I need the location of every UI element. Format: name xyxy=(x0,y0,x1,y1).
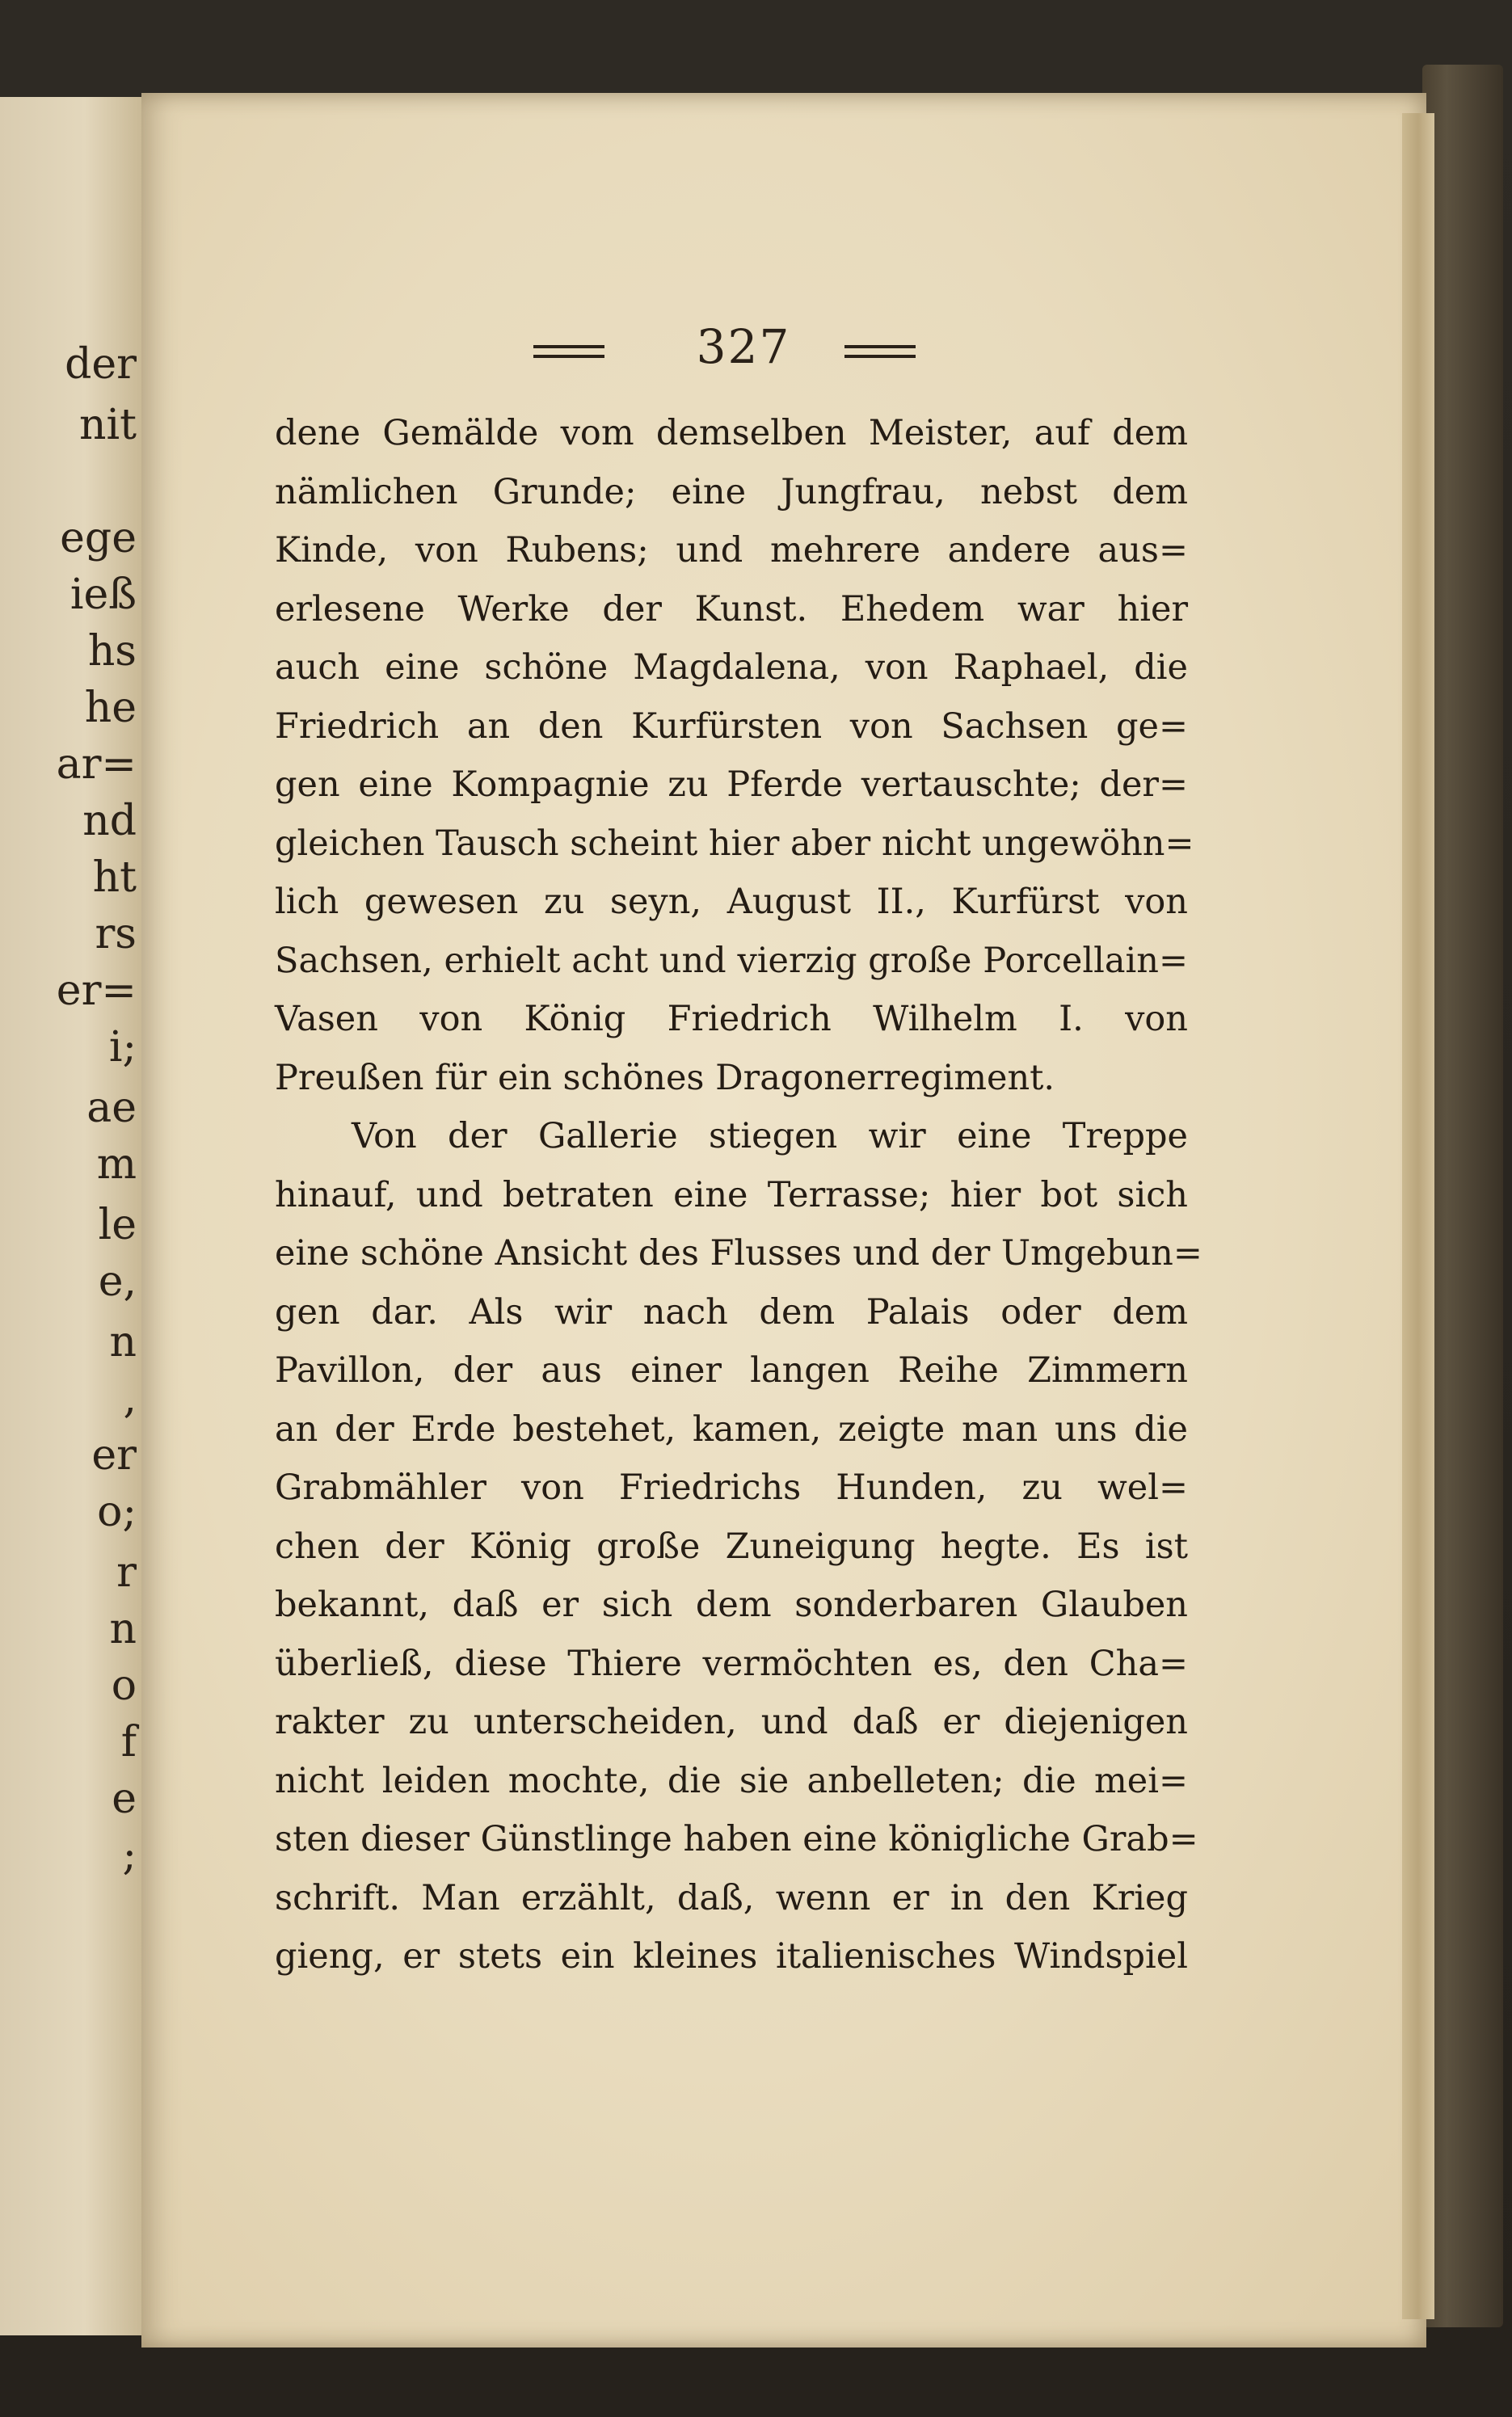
left-page-fragment: n xyxy=(109,1318,137,1366)
left-page-fragment: nit xyxy=(78,401,137,449)
text-line: Vasen von König Friedrich Wilhelm I. von xyxy=(275,999,1188,1039)
left-page-fragment: , xyxy=(123,1375,137,1423)
text-line: nämlichen Grunde; eine Jungfrau, nebst dem xyxy=(275,471,1188,512)
left-page-fragment: o xyxy=(111,1661,137,1710)
text-line: chen der König große Zuneigung hegte. Es ist xyxy=(275,1526,1188,1567)
left-page-fragment: ae xyxy=(86,1084,137,1132)
left-page-fragment: hs xyxy=(87,627,137,676)
left-page-fragment: rs xyxy=(95,910,137,958)
left-page-fragment: ht xyxy=(92,853,137,902)
left-page-fragment: i; xyxy=(108,1023,137,1072)
left-page-fragment: ieß xyxy=(69,571,137,619)
text-line: Von der Gallerie stiegen wir eine Treppe xyxy=(352,1116,1188,1156)
left-page-fragment: er xyxy=(91,1431,137,1480)
text-line: erlesene Werke der Kunst. Ehedem war hier xyxy=(275,588,1188,630)
text-line: Kinde, von Rubens; und mehrere andere aus= xyxy=(275,530,1188,571)
left-page-fragment: he xyxy=(84,684,137,732)
text-line: Grabmähler von Friedrichs Hunden, zu wel= xyxy=(275,1467,1188,1508)
left-page-fragment: e, xyxy=(98,1257,137,1306)
text-line: hinauf, und betraten eine Terrasse; hier bot sich xyxy=(275,1174,1188,1215)
text-line: gieng, er stets ein kleines italienisches Windspiel xyxy=(275,1936,1188,1977)
text-line: Friedrich an den Kurfürsten von Sachsen ge= xyxy=(275,705,1188,747)
page-header xyxy=(533,319,913,384)
text-line: überließ, diese Thiere vermöchten es, den Cha= xyxy=(275,1643,1188,1684)
left-page-fragment: le xyxy=(98,1201,137,1249)
text-line: nicht leiden mochte, die sie anbelleten; die mei= xyxy=(275,1760,1188,1801)
text-line: an der Erde bestehet, kamen, zeigte man uns die xyxy=(275,1409,1188,1450)
text-line: bekannt, daß er sich dem sonderbaren Glauben xyxy=(275,1585,1188,1625)
left-page-fragment: r xyxy=(116,1548,137,1597)
text-line: auch eine schöne Magdalena, von Raphael, die xyxy=(275,647,1188,688)
left-page-fragment: ar= xyxy=(56,740,137,789)
left-page-fragment: n xyxy=(109,1605,137,1653)
text-line: gleichen Tausch scheint hier aber nicht ungewöhn= xyxy=(275,823,1194,864)
text-line: schrift. Man erzählt, daß, wenn er in den Krieg xyxy=(275,1877,1188,1918)
text-line: Pavillon, der aus einer langen Reihe Zimmern xyxy=(275,1350,1188,1391)
left-page xyxy=(0,97,141,2335)
left-page-fragment: m xyxy=(96,1140,137,1189)
text-line: dene Gemälde vom demselben Meister, auf dem xyxy=(275,413,1188,453)
left-page-fragment: ege xyxy=(60,514,137,562)
left-page-fragment: ; xyxy=(122,1831,137,1880)
page-edges xyxy=(1402,113,1434,2319)
left-page-fragment: f xyxy=(120,1718,137,1766)
page-number: 327 xyxy=(696,319,791,374)
page-body-text xyxy=(275,404,1202,1986)
text-line: lich gewesen zu seyn, August II., Kurfürst von xyxy=(275,882,1188,922)
text-line: Sachsen, erhielt acht und vierzig große Porcellain= xyxy=(275,940,1188,981)
text-line: gen dar. Als wir nach dem Palais oder dem xyxy=(275,1291,1188,1333)
left-page-fragment: nd xyxy=(82,797,137,845)
text-line: eine schöne Ansicht des Flusses und der Umgebun= xyxy=(275,1233,1202,1274)
text-line: sten dieser Günstlinge haben eine königliche Grab= xyxy=(275,1819,1198,1859)
text-line: rakter zu unterscheiden, und daß er diejenigen xyxy=(275,1702,1188,1742)
left-page-fragment: e xyxy=(112,1775,137,1823)
header-rule-left xyxy=(533,345,604,358)
book-cover-edge xyxy=(1422,65,1503,2327)
left-page-fragment: o; xyxy=(97,1488,137,1536)
left-page-fragment: er= xyxy=(56,966,137,1015)
text-line: Preußen für ein schönes Dragonerregiment. xyxy=(275,1057,1055,1098)
header-rule-right xyxy=(844,345,916,358)
left-page-fragment: der xyxy=(65,340,137,389)
text-line: gen eine Kompagnie zu Pferde vertauschte; der= xyxy=(275,764,1188,805)
